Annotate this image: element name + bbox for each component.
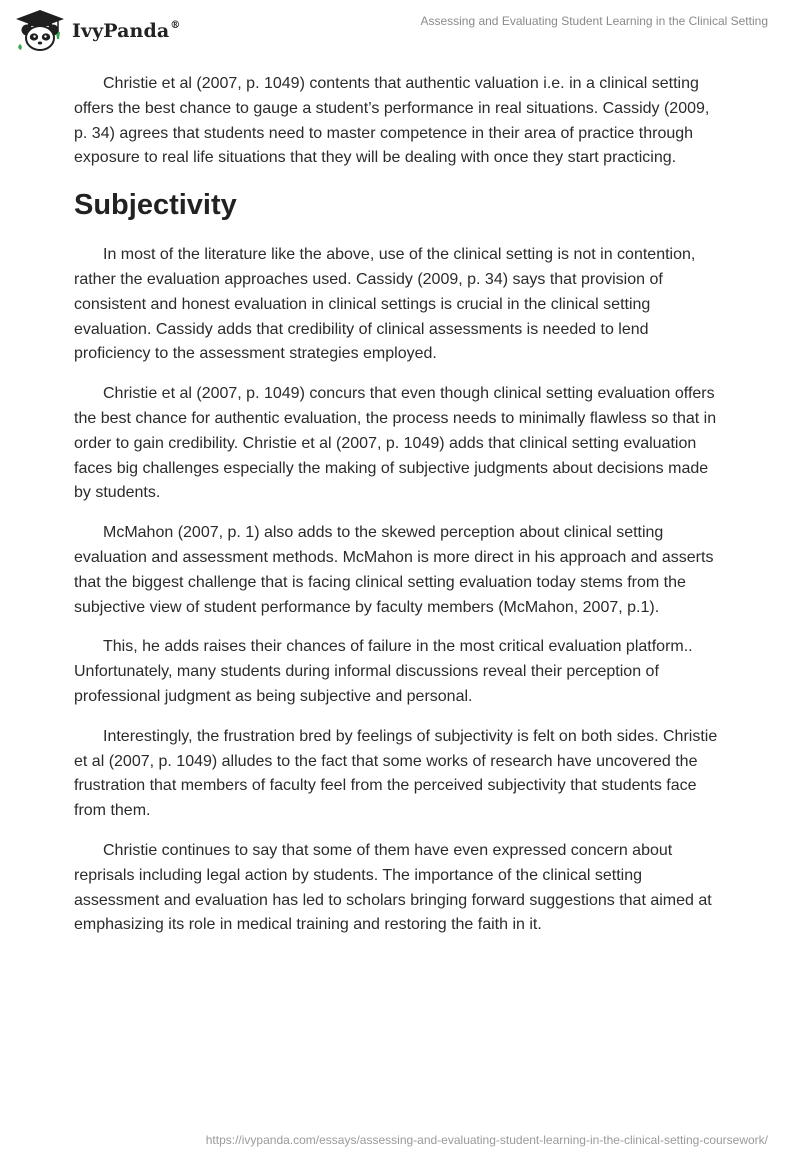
body-paragraph: Christie continues to say that some of them have even expressed concern about reprisals including legal action by students. The importance of the clinical setting assessment and evaluation has led to scholars bringing forward suggestions that aimed at emphasizing its role in medical training and restoring the faith in it.	[74, 841, 712, 934]
source-url[interactable]: https://ivypanda.com/essays/assessing-and-evaluating-student-learning-in-the-clinical-setting-coursework/	[205, 1133, 768, 1147]
document-title: Assessing and Evaluating Student Learning in the Clinical Setting	[420, 14, 768, 28]
body-paragraph: In most of the literature like the above, use of the clinical setting is not in contention, rather the evaluation approaches used. Cassidy (2009, p. 34) says that provision of consistent and honest evaluation in clinical settings is crucial in the clinical setting evaluation. Cassidy adds that credibility of clinical assessments is needed to lend proficiency to the assessment strategies employed.	[74, 246, 696, 363]
body-paragraph: Christie et al (2007, p. 1049) concurs that even though clinical setting evaluation offers the best chance for authentic evaluation, the process needs to minimally flawless so that in order to gain credibility. Christie et al (2007, p. 1049) adds that clinical setting evaluation faces big challenges especially the making of subjective judgments about decisions made by students.	[74, 385, 717, 502]
registered-mark: ®	[170, 19, 181, 31]
page-header	[0, 0, 800, 64]
brand-logo[interactable]	[14, 8, 180, 52]
panda-graduate-icon	[14, 8, 66, 52]
body-paragraph: McMahon (2007, p. 1) also adds to the skewed perception about clinical setting evaluation and assessment methods. McMahon is more direct in his approach and asserts that the biggest challenge that is facing clinical setting evaluation today stems from the subjective view of student performance by faculty members (McMahon, 2007, p.1).	[74, 524, 714, 616]
body-paragraph: This, he adds raises their chances of failure in the most critical evaluation platform.. Unfortunately, many students during informal discussions reveal their perception of professional judgment as being subjective and personal.	[74, 638, 693, 705]
brand-name-text: IvyPanda	[72, 20, 170, 42]
intro-paragraph: Christie et al (2007, p. 1049) contents that authentic valuation i.e. in a clinical setting offers the best chance to gauge a student’s performance in real situations. Cassidy (2009, p. 34) agrees that students need to master competence in their area of practice through exposure to real life situations that they will be dealing with once they start practicing.	[74, 75, 710, 167]
section-heading: Subjectivity	[74, 189, 237, 222]
brand-name	[72, 20, 180, 42]
essay-content	[74, 72, 726, 953]
body-paragraph: Interestingly, the frustration bred by feelings of subjectivity is felt on both sides. Christie et al (2007, p. 1049) alludes to the fact that some works of research have uncovered the frustration that members of faculty feel from the perceived subjectivity that students face from them.	[74, 727, 718, 820]
